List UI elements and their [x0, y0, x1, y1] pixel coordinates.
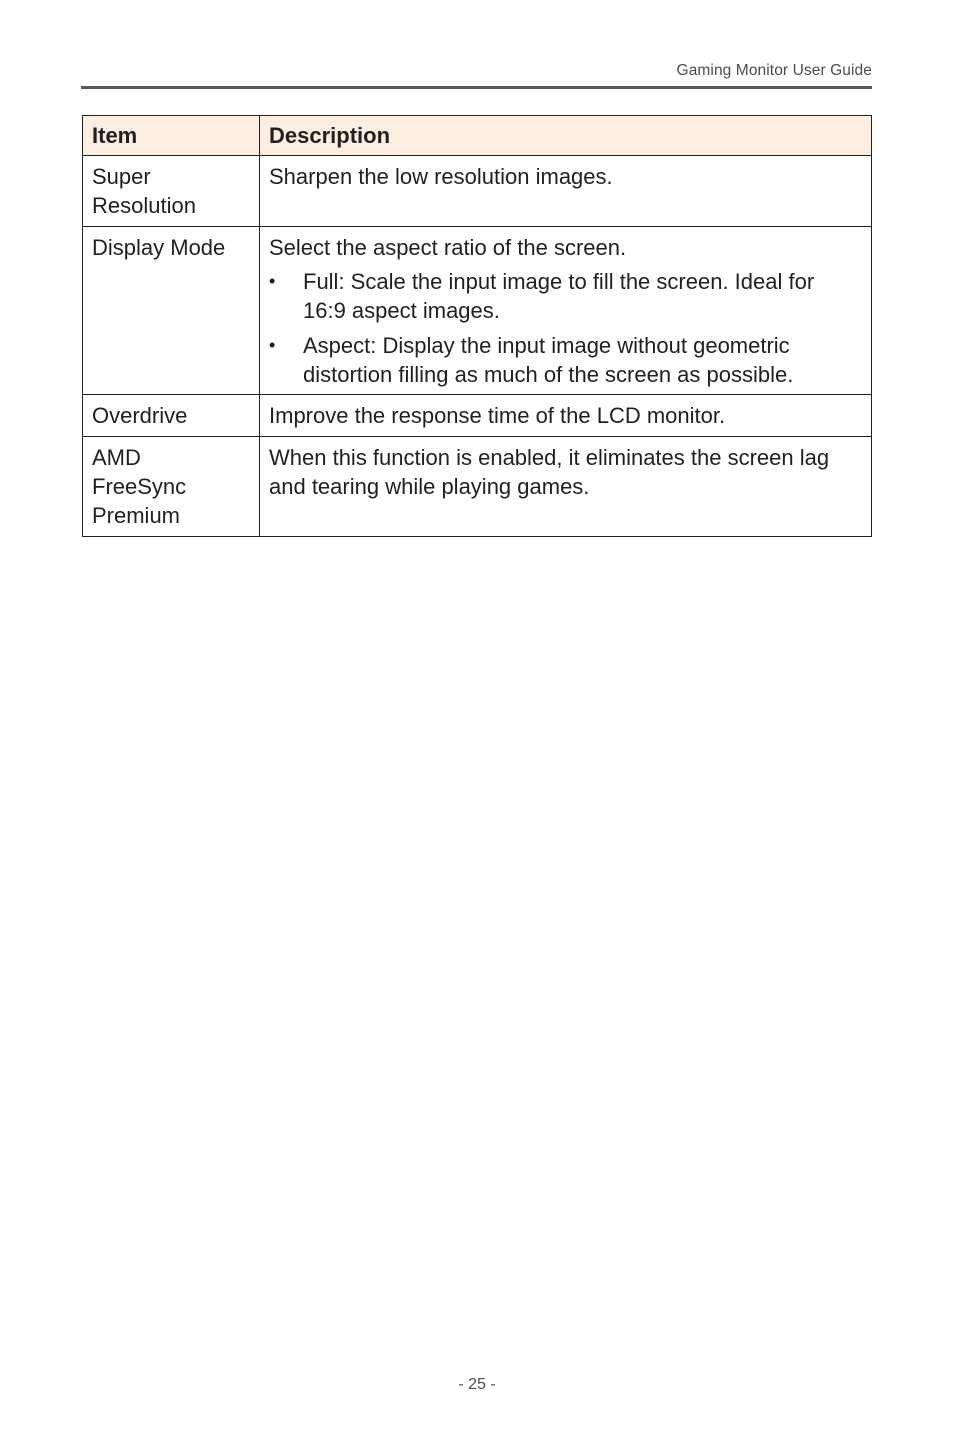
page-number: - 25 - — [458, 1376, 496, 1393]
running-header: Gaming Monitor User Guide — [676, 62, 872, 79]
table-row — [83, 437, 872, 537]
bullet-glyph: • — [269, 335, 276, 355]
table-header-row — [83, 116, 872, 156]
bullet-glyph: • — [269, 271, 276, 291]
list-item — [269, 331, 862, 389]
description-cell — [260, 437, 872, 537]
description-text: Select the aspect ratio of the screen. — [269, 235, 627, 260]
description-cell — [260, 227, 872, 395]
header-divider — [81, 86, 872, 89]
description-cell — [260, 395, 872, 437]
item-cell: Display Mode — [83, 227, 260, 395]
column-header-item: Item — [83, 116, 260, 156]
bullet-text: Full: Scale the input image to fill the screen. Ideal for 16:9 aspect images. — [303, 269, 815, 323]
column-header-description: Description — [260, 116, 872, 156]
table-row — [83, 156, 872, 227]
bullet-text: Aspect: Display the input image without geometric distortion filling as much of the screen as possible. — [303, 333, 794, 387]
table-row — [83, 227, 872, 395]
item-cell: Overdrive — [83, 395, 260, 437]
settings-table — [82, 115, 872, 537]
description-text: Sharpen the low resolution images. — [269, 164, 613, 189]
item-cell: AMD FreeSync Premium — [83, 437, 260, 537]
table-row — [83, 395, 872, 437]
description-text: When this function is enabled, it eliminates the screen lag and tearing while playing games. — [269, 445, 830, 499]
description-text: Improve the response time of the LCD monitor. — [269, 403, 726, 428]
bullet-list — [269, 267, 862, 389]
list-item — [269, 267, 862, 325]
item-cell: Super Resolution — [83, 156, 260, 227]
description-cell — [260, 156, 872, 227]
